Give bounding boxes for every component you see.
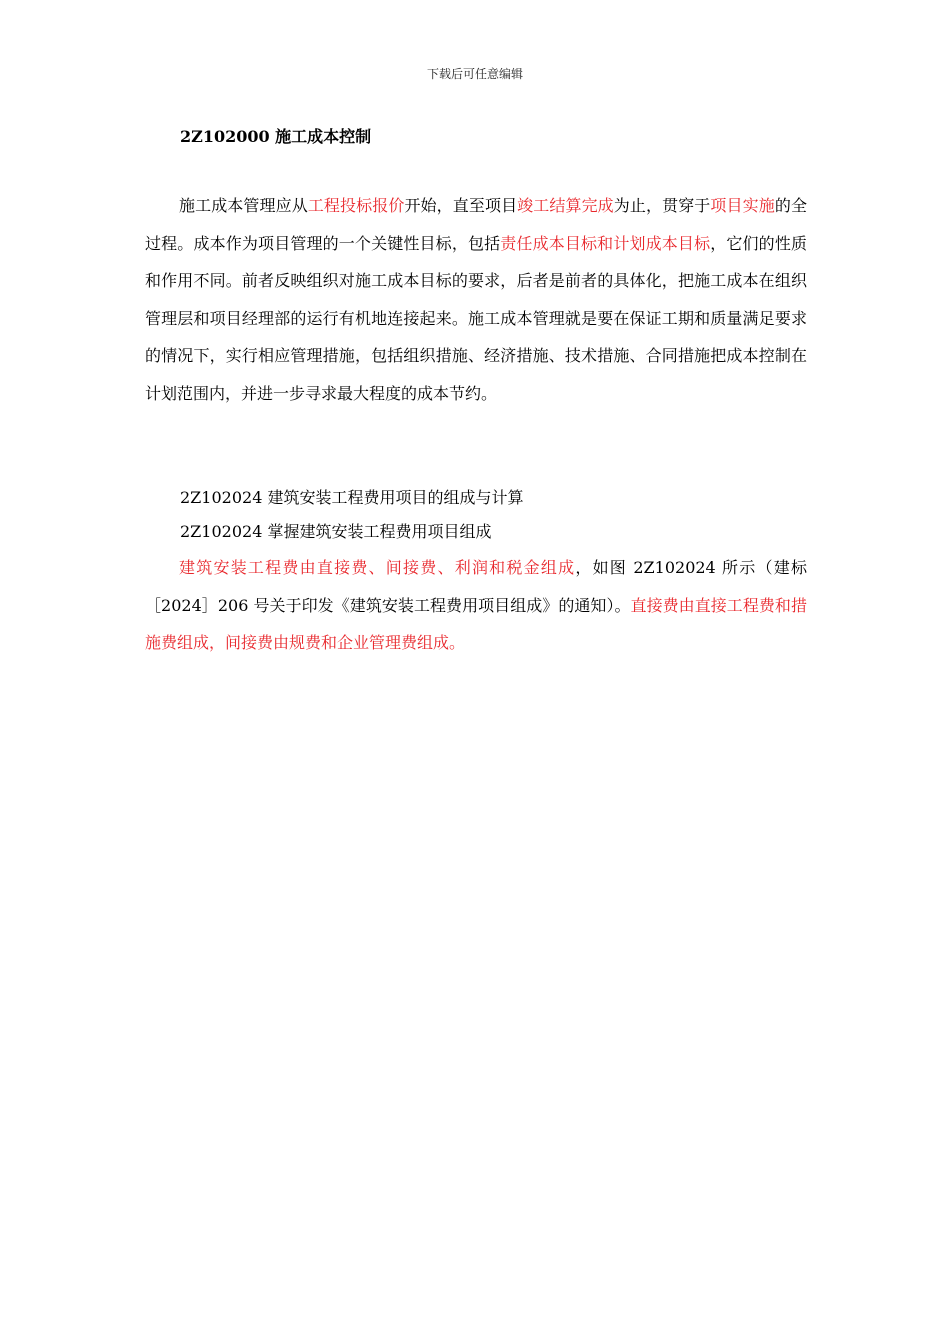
text-segment: ，如图 2Z102024 所示（建标［2024］206 号关于印发《建筑安装工程费用项目组成》的通知）。 (145, 558, 807, 615)
highlighted-text: 项目实施 (710, 196, 775, 215)
section-title: 2Z102000 施工成本控制 (180, 127, 372, 146)
body-paragraph-cost-management (145, 187, 807, 412)
subheading-fee-composition: 2Z102024 建筑安装工程费用项目的组成与计算 (180, 488, 524, 507)
text-segment: 开始，直至项目 (404, 196, 518, 215)
text-segment: 施工成本管理应从 (179, 196, 308, 215)
highlighted-text: 竣工结算完成 (517, 196, 614, 215)
text-segment: ，它们的性质和作用不同。前者反映组织对施工成本目标的要求，后者是前者的具体化，把施工成本在组织管理层和项目经理部的运行有机地连接起来。施工成本管理就是要在保证工期和质量满足要求的情况下，实行相应管理措施，包括组织措施、经济措施、技术措施、合同措施把成本控制在计划范围内，并进一步寻求最大程度的成本节约。 (145, 233, 807, 403)
text-segment: 为止，贯穿于 (613, 196, 711, 215)
body-paragraph-fee-composition (145, 549, 807, 662)
highlighted-text: 工程投标报价 (307, 196, 405, 215)
page-header: 下载后可任意编辑 (426, 67, 523, 81)
text-segment: 的全过程。成本作为项目管理的一个关键性目标，包括 (145, 196, 807, 253)
highlighted-text: 直接费由直接工程费和措施费组成，间接费由规费和企业管理费组成。 (145, 595, 807, 652)
subheading-master-fee-items: 2Z102024 掌握建筑安装工程费用项目组成 (180, 522, 492, 541)
highlighted-text: 责任成本目标和计划成本目标 (500, 233, 711, 253)
highlighted-text: 建筑安装工程费由直接费、间接费、利润和税金组成 (179, 558, 576, 577)
